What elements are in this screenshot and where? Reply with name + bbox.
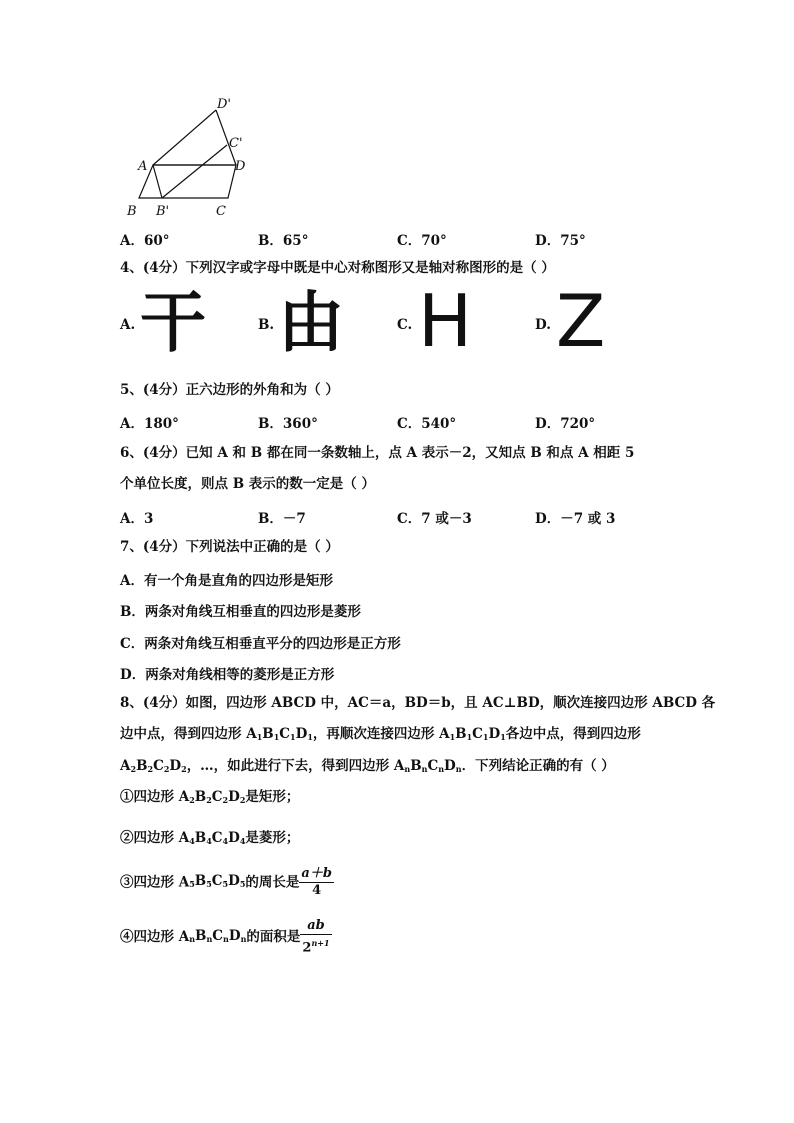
sub: n xyxy=(404,764,411,774)
q8-conclusion-1[interactable]: ①四边形 $A_2B_2C_2D_2$是矩形； xyxy=(120,789,300,805)
sub: 2 xyxy=(239,795,246,805)
q8-c2-text-b: 是菱形； xyxy=(245,830,300,846)
sub: 1 xyxy=(256,732,263,742)
q8-c3-text-b: 的周长是 xyxy=(245,874,300,891)
sub: n xyxy=(455,764,462,774)
q6-option-c[interactable]: C．7 或－3 xyxy=(397,511,472,527)
q8-c4-den-base: 2 xyxy=(302,940,312,956)
q8-c4-numerator: ab xyxy=(300,918,331,935)
q3-option-a[interactable]: A．60° xyxy=(120,233,170,249)
label-d-prime: D' xyxy=(217,97,231,112)
sub: 4 xyxy=(189,836,195,846)
sub: 2 xyxy=(147,764,154,774)
q8-c4-text-a: ④四边形 A xyxy=(120,929,190,946)
label-c: C xyxy=(216,204,226,219)
q4-option-d-glyph: Z xyxy=(556,279,606,363)
sub: n xyxy=(240,933,247,944)
sub: 2 xyxy=(163,764,170,774)
q8-c4-denominator xyxy=(300,935,331,956)
q3-option-c[interactable]: C．70° xyxy=(397,233,447,249)
q8-line3-text-b: ，…，如此进行下去，得到四边形 A xyxy=(186,758,405,774)
q7-option-b[interactable]: B．两条对角线互相垂直的四边形是菱形 xyxy=(120,604,361,620)
sub: 2 xyxy=(206,795,212,805)
q8-c3-text-a: ③四边形 A xyxy=(120,874,190,891)
q4-option-a-glyph: 干 xyxy=(140,284,206,361)
q8-line3-text-a: A xyxy=(120,758,131,774)
q4-stem: 4、(4分）下列汉字或字母中既是中心对称图形又是轴对称图形的是（ ） xyxy=(120,260,555,276)
q8-c3-denominator: 4 xyxy=(312,883,322,898)
q3-option-b[interactable]: B．65° xyxy=(258,233,309,249)
q8-c3-numerator: a＋b xyxy=(301,866,332,881)
sub: 4 xyxy=(222,836,229,846)
q8-line2-text-b: ，再顺次连接四边形 A xyxy=(312,726,450,742)
q5-option-a[interactable]: A．180° xyxy=(120,416,179,432)
q4-option-b-glyph: 由 xyxy=(278,284,344,361)
sub: 5 xyxy=(189,879,195,889)
sub: 2 xyxy=(189,795,195,805)
q6-option-d[interactable]: D．－7 或 3 xyxy=(535,511,616,527)
q8-c2-text-a: ②四边形 A xyxy=(120,830,190,846)
sub: 2 xyxy=(181,764,187,774)
q8-c1-text-b: 是矩形； xyxy=(245,789,300,805)
sub: n xyxy=(206,933,213,944)
sub: n xyxy=(223,933,229,944)
label-d: D xyxy=(235,159,246,174)
label-b-prime: B' xyxy=(156,204,170,219)
q8-line3-text-c: ．下列结论正确的有（ ） xyxy=(461,758,615,774)
q7-option-d[interactable]: D．两条对角线相等的菱形是正方形 xyxy=(120,667,335,683)
q8-c3-fraction xyxy=(299,866,334,899)
q8-c4-text-b: 的面积是 xyxy=(246,929,301,946)
q8-c4-fraction xyxy=(300,918,331,956)
q8-conclusion-4[interactable] xyxy=(120,918,332,956)
q6-option-a[interactable]: A．3 xyxy=(120,511,154,527)
sub: 5 xyxy=(206,879,212,889)
sub: 1 xyxy=(482,732,489,742)
geometry-figure xyxy=(120,95,260,225)
q8-line2: 边中点，得到四边形 $A_1B_1C_1D_1$，再顺次连接四边形 $A_1B_1C_1D_1$各边中点，得到四边形 xyxy=(120,726,641,742)
sub: 1 xyxy=(466,732,473,742)
sub: 4 xyxy=(206,836,212,846)
q5-option-b[interactable]: B．360° xyxy=(258,416,318,432)
q8-c4-quad: $_nB_nC_nD_n$ xyxy=(189,927,247,944)
label-b: B xyxy=(127,204,137,219)
q5-option-c[interactable]: C．540° xyxy=(397,416,457,432)
sub: 1 xyxy=(273,732,280,742)
q4-option-b-letter[interactable]: B. xyxy=(258,317,275,333)
q8-c4-den-exponent: n+1 xyxy=(311,938,330,948)
q6-option-b[interactable]: B．－7 xyxy=(258,511,306,527)
sub: 1 xyxy=(500,732,506,742)
q8-c3-quad: $_5B_5C_5D_5$ xyxy=(189,873,246,889)
q4-option-c-glyph: H xyxy=(418,279,473,363)
q8-line2-text-a: 边中点，得到四边形 A xyxy=(120,726,257,742)
q8-line2-text-c: 各边中点，得到四边形 xyxy=(505,726,641,742)
q8-c1-text-a: ①四边形 A xyxy=(120,789,190,805)
q7-option-c[interactable]: C．两条对角线互相垂直平分的四边形是正方形 xyxy=(120,636,401,652)
q8-conclusion-3[interactable] xyxy=(120,866,334,899)
q6-stem-line1: 6、(4分）已知 A 和 B 都在同一条数轴上，点 A 表示－2，又知点 B 和点 A 相距 5 xyxy=(120,445,635,461)
label-c-prime: C' xyxy=(229,136,243,151)
q4-option-c-letter[interactable]: C. xyxy=(397,317,413,333)
q8-line1: 8、(4分）如图，四边形 ABCD 中，AC＝a，BD＝b，且 AC⊥BD，顺次连接四边形 ABCD 各 xyxy=(120,695,716,711)
sub: 2 xyxy=(130,764,137,774)
q4-option-d-letter[interactable]: D. xyxy=(535,317,551,333)
sub: n xyxy=(438,764,445,774)
q5-stem: 5、(4分）正六边形的外角和为（ ） xyxy=(120,382,339,398)
q7-option-a[interactable]: A．有一个角是直角的四边形是矩形 xyxy=(120,573,333,589)
sub: 1 xyxy=(307,732,313,742)
q6-stem-line2: 个单位长度，则点 B 表示的数一定是（ ） xyxy=(120,476,376,492)
sub: 1 xyxy=(449,732,456,742)
q5-option-d[interactable]: D．720° xyxy=(535,416,596,432)
label-a: A xyxy=(138,159,148,174)
q8-conclusion-2[interactable]: ②四边形 $A_4B_4C_4D_4$是菱形； xyxy=(120,830,300,846)
q3-option-d[interactable]: D．75° xyxy=(535,233,586,249)
sub: n xyxy=(421,764,428,774)
q4-option-a-letter[interactable]: A. xyxy=(120,317,136,333)
q7-stem: 7、(4分）下列说法中正确的是（ ） xyxy=(120,539,339,555)
sub: 5 xyxy=(239,879,246,889)
sub: 5 xyxy=(222,879,229,889)
sub: 2 xyxy=(222,795,229,805)
sub: 1 xyxy=(290,732,296,742)
sub: n xyxy=(189,933,196,944)
sub: 4 xyxy=(239,836,246,846)
q8-line3: $A_2B_2C_2D_2$，…，如此进行下去，得到四边形 $A_nB_nC_nD_n$．下列结论正确的有（ ） xyxy=(120,758,615,774)
